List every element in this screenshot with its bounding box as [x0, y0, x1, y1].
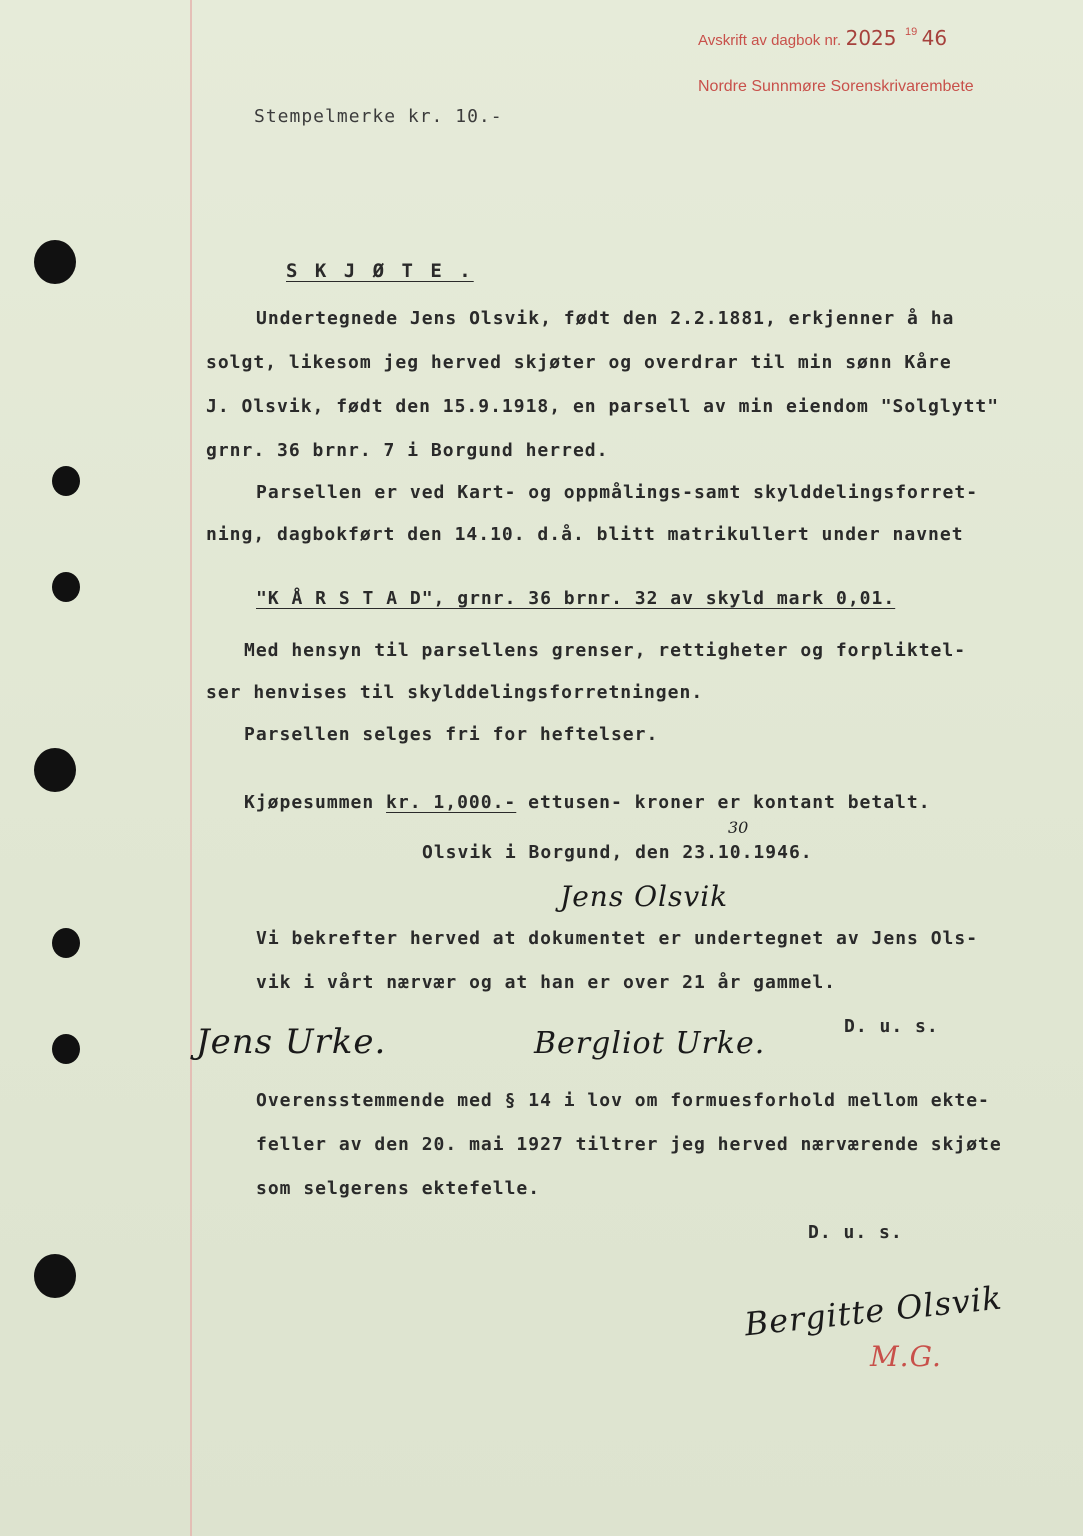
- spouse-line3: som selgerens ektefelle.: [256, 1178, 541, 1199]
- property-line: "K Å R S T A D", grnr. 36 brnr. 32 av skyld mark 0,01.: [256, 588, 896, 609]
- date-correction: 30: [728, 818, 749, 837]
- spouse-signature: Bergitte Olsvik: [742, 1278, 1005, 1344]
- punch-hole: [52, 1034, 80, 1064]
- para1-line2: solgt, likesom jeg herved skjøter og overdrar til min sønn Kåre: [206, 352, 952, 373]
- stamp-number: 2025: [845, 26, 897, 50]
- para1-line4: grnr. 36 brnr. 7 i Borgund herred.: [206, 440, 609, 461]
- punch-hole: [34, 1254, 76, 1298]
- para1-line1: Undertegnede Jens Olsvik, født den 2.2.1881, erkjenner å ha: [256, 308, 955, 329]
- price-line: [244, 792, 931, 813]
- stamp-year-prefix: 19: [904, 26, 918, 38]
- margin-line: [190, 0, 192, 1536]
- seller-signature: Jens Olsvik: [560, 880, 729, 913]
- para2-line1: Parsellen er ved Kart- og oppmålings-samt skylddelingsforret-: [256, 482, 979, 503]
- price-suffix: ettusen- kroner er kontant betalt.: [516, 792, 931, 813]
- document-title: S K J Ø T E .: [286, 260, 474, 282]
- dus-witnesses: D. u. s.: [844, 1016, 939, 1037]
- date-line: Olsvik i Borgund, den 23.10.1946.: [422, 842, 813, 863]
- price-amount: kr. 1,000.-: [386, 792, 517, 813]
- witness2-signature: Bergliot Urke.: [534, 1026, 766, 1061]
- punch-hole: [34, 240, 76, 284]
- stamp-label: Avskrift av dagbok nr.: [698, 32, 842, 49]
- punch-hole: [52, 466, 80, 496]
- stamp-duty: Stempelmerke kr. 10.-: [254, 106, 503, 127]
- witness-line1: Vi bekrefter herved at dokumentet er undertegnet av Jens Ols-: [256, 928, 979, 949]
- free-of-liens: Parsellen selges fri for heftelser.: [244, 724, 659, 745]
- witness1-signature: Jens Urke.: [196, 1022, 387, 1062]
- stamp-year-suffix: 46: [921, 26, 948, 50]
- dus-spouse: D. u. s.: [808, 1222, 903, 1243]
- spouse-line1: Overensstemmende med § 14 i lov om formuesforhold mellom ekte-: [256, 1090, 990, 1111]
- stamp-office: Nordre Sunnmøre Sorenskrivarembete: [698, 78, 974, 95]
- punch-hole: [52, 928, 80, 958]
- para3-line2: ser henvises til skylddelingsforretningen.: [206, 682, 704, 703]
- registry-stamp-line1: [698, 26, 947, 50]
- para2-line2: ning, dagbokført den 14.10. d.å. blitt matrikullert under navnet: [206, 524, 964, 545]
- price-prefix: Kjøpesummen: [244, 792, 387, 813]
- punch-hole: [34, 748, 76, 792]
- para1-line3: J. Olsvik, født den 15.9.1918, en parsell av min eiendom "Solglytt": [206, 396, 1000, 417]
- witness-line2: vik i vårt nærvær og at han er over 21 år gammel.: [256, 972, 837, 993]
- spouse-line2: feller av den 20. mai 1927 tiltrer jeg herved nærværende skjøte: [256, 1134, 1002, 1155]
- punch-hole: [52, 572, 80, 602]
- clerk-initials: M.G.: [870, 1340, 942, 1373]
- para3-line1: Med hensyn til parsellens grenser, rettigheter og forpliktel-: [244, 640, 967, 661]
